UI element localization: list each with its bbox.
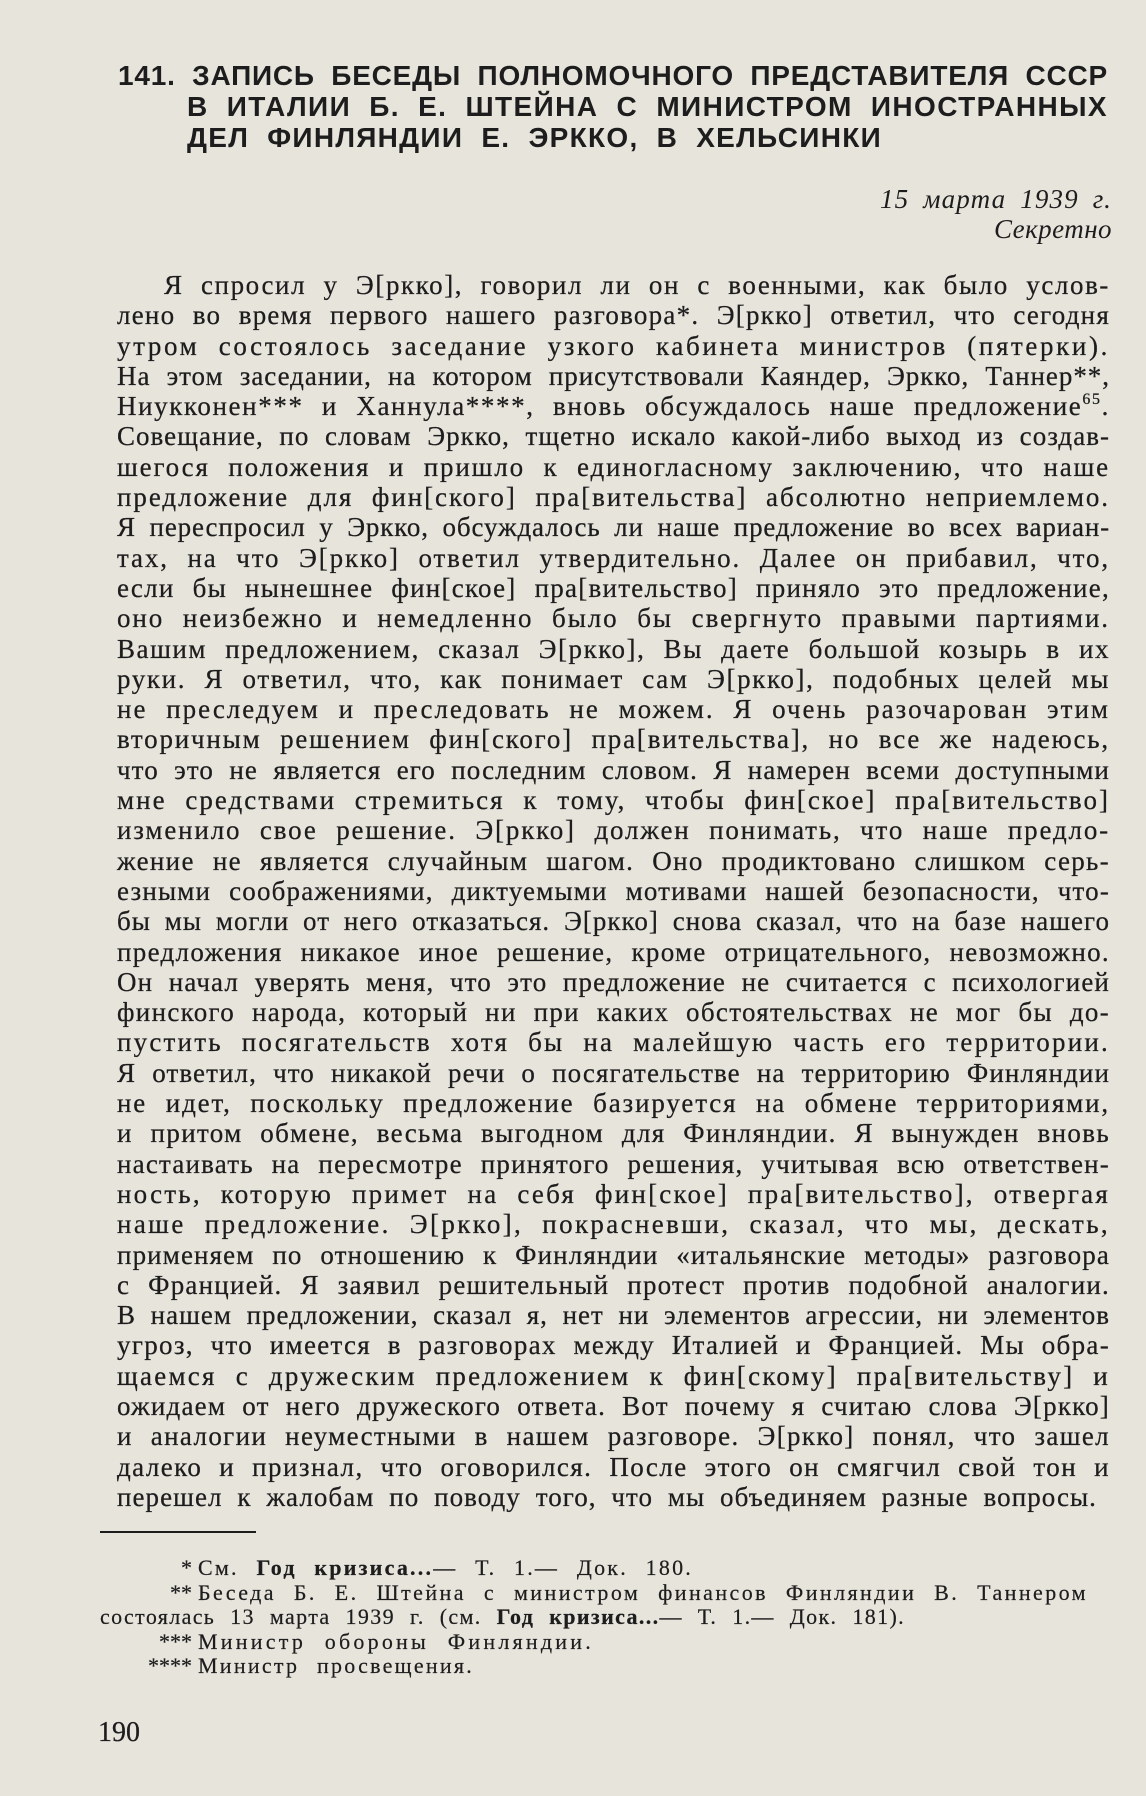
footnote-source-title: Год кризиса... <box>496 1604 660 1629</box>
title-line-text: 141. ЗАПИСЬ БЕСЕДЫ ПОЛНОМОЧНОГО ПРЕДСТАВИТЕЛЯ СССР <box>118 60 1108 91</box>
body-line <box>117 876 1110 906</box>
body-line-text: ность, которую примет на себя фин[ское] пра[вительство], отвергая <box>117 1178 1110 1209</box>
body-line-text: с Францией. Я заявил решительный протест против подобной аналогии. <box>117 1269 1110 1300</box>
body-line <box>117 1391 1110 1421</box>
line-text: Ниукконен*** и Ханнула****, вновь обсуждалось наше предложение <box>117 391 1083 422</box>
body-line <box>117 1361 1110 1391</box>
footnote-mark: * <box>181 1555 192 1580</box>
body-line-text: и аналогии неуместными в нашем разговоре. Э[ркко] понял, что зашел <box>117 1421 1110 1452</box>
body-line-text: если бы нынешнее фин[ское] пра[вительство] приняло это предложение, <box>117 572 1110 603</box>
footnote-text <box>198 1556 693 1581</box>
body-line-text: не идет, поскольку предложение базируется на обмене территориями, <box>117 1088 1110 1119</box>
body-line-text: предложения никакое иное решение, кроме отрицательного, невозможно. <box>117 936 1110 967</box>
classification-text: Секретно <box>994 214 1112 244</box>
body-line <box>117 937 1110 967</box>
title-line <box>187 91 1108 122</box>
body-line <box>117 724 1110 754</box>
body-line <box>117 1179 1110 1209</box>
body-line <box>117 331 1110 361</box>
body-text <box>117 270 1110 1512</box>
body-line-text: лено во время первого нашего разговора*. Э[ркко] ответил, что сегодня <box>117 300 1110 331</box>
body-line-text: Вашим предложением, сказал Э[ркко], Вы даете большой козырь в их <box>117 633 1110 664</box>
body-line-text: Я спросил у Э[ркко], говорил ли он с военными, как было услов- <box>164 270 1110 300</box>
body-line <box>117 603 1110 633</box>
title-line-text: В ИТАЛИИ Б. Е. ШТЕЙНА С МИНИСТРОМ ИНОСТРАННЫХ <box>187 91 1108 122</box>
body-line <box>117 1209 1110 1239</box>
body-line-text <box>117 391 1110 421</box>
body-line <box>117 482 1110 512</box>
body-line-text: ожидаем от него дружеского ответа. Вот почему я считаю слова Э[ркко] <box>117 1390 1110 1421</box>
body-line-text: шегося положения и пришло к единогласному заключению, что наше <box>117 451 1110 482</box>
footnote-text: Министр просвещения. <box>198 1653 474 1678</box>
body-line <box>117 512 1110 542</box>
body-line <box>117 785 1110 815</box>
body-line <box>117 452 1110 482</box>
body-line <box>117 391 1110 421</box>
footnote-post: — Т. 1.— Док. 181). <box>659 1604 905 1629</box>
footnote-text: Министр обороны Финляндии. <box>198 1628 594 1654</box>
body-line-text: изменило свое решение. Э[ркко] должен понимать, что наше предло- <box>117 815 1110 846</box>
body-line <box>117 815 1110 845</box>
footnote-mark: **** <box>148 1653 192 1678</box>
title-line <box>187 122 882 153</box>
body-line <box>117 361 1110 391</box>
body-line <box>117 1027 1110 1057</box>
body-line-text: Он начал уверять меня, что это предложение не считается с психологией <box>117 966 1110 997</box>
body-line <box>117 1452 1110 1482</box>
footnote-post: — Т. 1.— Док. 180. <box>433 1555 693 1580</box>
footnote-2-continuation <box>0 1605 1146 1630</box>
body-line <box>117 997 1110 1027</box>
body-line <box>117 1240 1110 1270</box>
line-tail: . <box>1101 391 1110 422</box>
body-line <box>117 270 1110 300</box>
body-line-text: что это не является его последним словом. Я намерен всеми доступными <box>117 754 1110 785</box>
footnote-3 <box>0 1630 1146 1655</box>
body-line-text: Я переспросил у Эркко, обсуждалось ли наше предложение во всех вариан- <box>117 512 1110 543</box>
footnote-pre: См. <box>198 1555 257 1580</box>
footnote-2 <box>0 1581 1146 1606</box>
body-line-text: жение не является случайным шагом. Оно продиктовано слишком серь- <box>117 845 1110 876</box>
body-line-text: оно неизбежно и немедленно было бы свергнуто правыми партиями. <box>117 603 1110 634</box>
body-line-text: настаивать на пересмотре принятого решения, учитывая всю ответствен- <box>117 1148 1110 1179</box>
title-line-text: ДЕЛ ФИНЛЯНДИИ Е. ЭРККО, В ХЕЛЬСИНКИ <box>187 122 882 153</box>
body-line-text: вторичным решением фин[ского] пра[вительства], но все же надеюсь, <box>117 724 1110 755</box>
body-line-text: На этом заседании, на котором присутствовали Каяндер, Эркко, Таннер**, <box>117 360 1110 391</box>
body-line-text: угроз, что имеется в разговорах между Италией и Францией. Мы обра- <box>117 1330 1110 1361</box>
body-line <box>117 1300 1110 1330</box>
footnote-divider <box>100 1531 256 1533</box>
footnote-4 <box>0 1654 1146 1679</box>
body-line-text: Я ответил, что никакой речи о посягательстве на территорию Финляндии <box>117 1057 1110 1088</box>
footnote-pre: состоялась 13 марта 1939 г. (см. <box>100 1604 497 1629</box>
body-line-text: мне средствами стремиться к тому, чтобы фин[ское] пра[вительство] <box>117 785 1110 816</box>
body-line <box>117 664 1110 694</box>
document-date <box>0 184 1112 214</box>
page-number: 190 <box>98 1717 140 1748</box>
body-line <box>117 1270 1110 1300</box>
body-line-text: тах, на что Э[ркко] ответил утвердительно. Далее он прибавил, что, <box>117 542 1110 573</box>
body-line <box>117 846 1110 876</box>
body-line-text: и притом обмене, весьма выгодном для Финляндии. Я вынужден вновь <box>117 1118 1110 1149</box>
body-line-text: В нашем предложении, сказал я, нет ни элементов агрессии, ни элементов <box>117 1300 1110 1331</box>
body-line-text: езными соображениями, диктуемыми мотивами нашей безопасности, что- <box>117 875 1110 906</box>
footnote-text: Беседа Б. Е. Штейна с министром финансов Финляндии В. Таннером <box>198 1579 1088 1605</box>
footnote-text <box>100 1605 905 1630</box>
body-line <box>117 634 1110 664</box>
title-line <box>118 60 1108 91</box>
document-date-text: 15 марта 1939 г. <box>880 184 1112 214</box>
body-line-text: щаемся с дружеским предложением к фин[скому] пра[вительству] и <box>117 1360 1110 1391</box>
body-line-text: Совещание, по словам Эркко, тщетно искало какой-либо выход из создав- <box>117 421 1110 452</box>
body-line <box>117 421 1110 451</box>
body-line-text: руки. Я ответил, что, как понимает сам Э[ркко], подобных целей мы <box>117 663 1110 694</box>
footnote-mark: ** <box>170 1579 192 1605</box>
body-line <box>117 1149 1110 1179</box>
footnote-mark: *** <box>159 1628 192 1654</box>
body-line <box>117 543 1110 573</box>
classification-mark <box>0 214 1112 244</box>
body-line-text: утром состоялось заседание узкого кабинета министров (пятерки). <box>117 330 1110 361</box>
footnote-source-title: Год кризиса... <box>256 1555 434 1580</box>
body-line-text: пустить посягательств хотя бы на малейшую часть его территории. <box>117 1027 1110 1058</box>
body-line-text: финского народа, который ни при каких обстоятельствах не мог бы до- <box>117 997 1110 1028</box>
body-line <box>117 906 1110 936</box>
body-line-text: перешел к жалобам по поводу того, что мы объединяем разные вопросы. <box>117 1481 1097 1512</box>
body-line <box>117 755 1110 785</box>
body-line-text: применяем по отношению к Финляндии «итальянские методы» разговора <box>117 1239 1110 1270</box>
body-line <box>117 1330 1110 1360</box>
body-line <box>117 1421 1110 1451</box>
body-line <box>117 300 1110 330</box>
body-line <box>117 1088 1110 1118</box>
body-line <box>117 1118 1110 1148</box>
body-line <box>117 694 1110 724</box>
body-line <box>117 573 1110 603</box>
footnote-ref-65: 65 <box>1082 391 1102 409</box>
body-line-text: далеко и признал, что оговорился. После этого он смягчил свой тон и <box>117 1451 1110 1482</box>
footnote-1 <box>0 1556 1146 1581</box>
body-line-text: наше предложение. Э[ркко], покрасневши, сказал, что мы, дескать, <box>117 1209 1110 1240</box>
body-line <box>117 1058 1110 1088</box>
body-line-text: не преследуем и преследовать не можем. Я очень разочарован этим <box>117 694 1110 725</box>
body-line <box>117 1482 1110 1512</box>
body-line <box>117 967 1110 997</box>
body-line-text: предложение для фин[ского] пра[вительства] абсолютно неприемлемо. <box>117 482 1110 513</box>
body-line-text: бы мы могли от него отказаться. Э[ркко] снова сказал, что на базе нашего <box>117 906 1110 937</box>
